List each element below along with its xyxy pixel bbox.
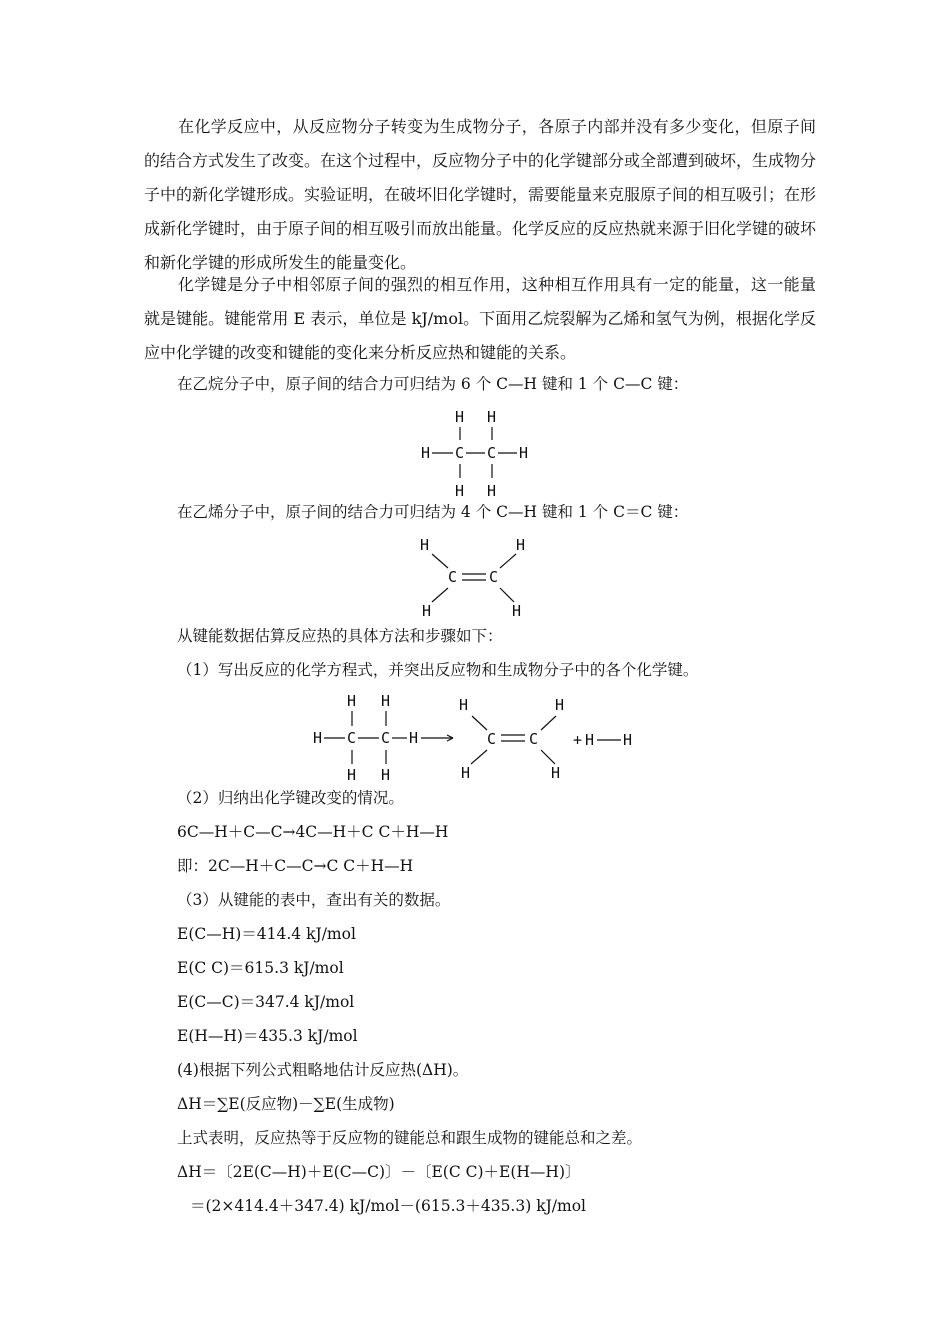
ethylene-intro: 在乙烯分子中，原子间的结合力可归结为 4 个 C—H 键和 1 个 C＝C 键： bbox=[177, 503, 689, 521]
reactant-h-right: H bbox=[409, 729, 419, 747]
ethylene-bond-top-right bbox=[500, 554, 516, 568]
hydrogen-h-right: H bbox=[623, 731, 633, 749]
product-h-bottom-left: H bbox=[461, 764, 471, 782]
ethane-h-right: H bbox=[519, 444, 529, 462]
ethane-h-bottom-left: H bbox=[455, 482, 465, 500]
ethylene-h-bottom-left: H bbox=[422, 602, 432, 620]
ethane-h-top-right: H bbox=[487, 408, 497, 426]
product-bond-bottom-left bbox=[471, 750, 487, 764]
reactant-h-left: H bbox=[313, 729, 323, 747]
paragraph-reaction-heat-origin: 在化学反应中，从反应物分子转变为生成物分子，各原子内部并没有多少变化，但原子间的结合方式发生了改变。在这个过程中，反应物分子中的化学键部分或全部遭到破坏，生成物分子中的新化学键形成。实验证明，在破坏旧化学键时，需要能量来克服原子间的相互吸引；在形成新化学键时，由于原子间的相互吸引而放出能量。化学反应的反应热就来源于旧化学键的破坏和新化学键的形成所发生的能量变化。 bbox=[144, 117, 817, 272]
step-4: (4)根据下列公式粗略地估计反应热(ΔH)。 bbox=[177, 1061, 469, 1079]
formula-explanation: 上式表明，反应热等于反应物的键能总和跟生成物的键能总和之差。 bbox=[177, 1129, 643, 1147]
ethane-c-left: C bbox=[455, 444, 465, 462]
energy-c-double-c: E(C C)＝615.3 kJ/mol bbox=[177, 959, 344, 977]
product-bond-top-left bbox=[472, 716, 487, 730]
product-h-top-left: H bbox=[459, 696, 469, 714]
calculation-line-2: ＝(2×414.4＋347.4) kJ/mol－(615.3＋435.3) kJ/mol bbox=[190, 1197, 587, 1215]
ethylene-h-bottom-right: H bbox=[512, 602, 522, 620]
ethylene-bond-bottom-left bbox=[432, 588, 448, 602]
ethylene-c-left: C bbox=[448, 568, 458, 586]
ethane-h-top-left: H bbox=[455, 408, 465, 426]
ethylene-structure-diagram bbox=[410, 530, 540, 626]
energy-h-h: E(H—H)＝435.3 kJ/mol bbox=[177, 1027, 358, 1045]
hydrogen-h-left: H bbox=[585, 731, 595, 749]
plus-sign: + bbox=[573, 731, 583, 749]
method-intro: 从键能数据估算反应热的具体方法和步骤如下： bbox=[177, 627, 503, 645]
ethane-c-right: C bbox=[487, 444, 497, 462]
product-c-right: C bbox=[529, 730, 539, 748]
product-c-left: C bbox=[487, 730, 497, 748]
ethane-h-bottom-right: H bbox=[487, 482, 497, 500]
step-2: （2）归纳出化学键改变的情况。 bbox=[177, 789, 404, 807]
ethane-intro: 在乙烷分子中，原子间的结合力可归结为 6 个 C—H 键和 1 个 C—C 键： bbox=[177, 375, 689, 393]
energy-c-c: E(C—C)＝347.4 kJ/mol bbox=[177, 993, 355, 1011]
reactant-h-top-left: H bbox=[347, 692, 357, 710]
reactant-h-bottom-left: H bbox=[347, 766, 357, 784]
ethane-h-left: H bbox=[421, 444, 431, 462]
reactant-h-bottom-right: H bbox=[381, 766, 391, 784]
product-h-top-right: H bbox=[555, 696, 565, 714]
reaction-heat-formula: ΔH＝∑E(反应物)－∑E(生成物) bbox=[177, 1095, 395, 1113]
ethylene-bond-bottom-right bbox=[500, 588, 514, 602]
reactant-c-left: C bbox=[347, 729, 357, 747]
product-h-bottom-right: H bbox=[551, 764, 561, 782]
calculation-line-1: ΔH＝〔2E(C—H)＋E(C—C)〕－〔E(C C)＋E(H—H)〕 bbox=[177, 1163, 581, 1181]
ethane-structure-diagram bbox=[405, 400, 545, 504]
ethylene-c-right: C bbox=[489, 568, 499, 586]
ethylene-h-top-right: H bbox=[516, 536, 526, 554]
product-bond-bottom-right bbox=[541, 750, 555, 764]
step-3: （3）从键能的表中，查出有关的数据。 bbox=[177, 891, 451, 909]
bond-change-equation: 6C—H＋C—C→4C—H＋C C＋H—H bbox=[177, 823, 449, 841]
paragraph-bond-energy-definition: 化学键是分子中相邻原子间的强烈的相互作用，这种相互作用具有一定的能量，这一能量就是键能。键能常用 E 表示，单位是 kJ/mol。下面用乙烷裂解为乙烯和氢气为例，根据化学反应中化学键的改变和键能的变化来分析反应热和键能的关系。 bbox=[144, 275, 816, 362]
step-1: （1）写出反应的化学方程式，并突出反应物和生成物分子中的各个化学键。 bbox=[177, 661, 699, 679]
reaction-equation-diagram bbox=[305, 686, 650, 788]
ethylene-h-top-left: H bbox=[420, 536, 430, 554]
ethylene-bond-top-left bbox=[432, 554, 448, 568]
energy-c-h: E(C—H)＝414.4 kJ/mol bbox=[177, 925, 356, 943]
product-bond-top-right bbox=[541, 716, 556, 730]
reactant-c-right: C bbox=[381, 729, 391, 747]
bond-change-simplified: 即：2C—H＋C—C→C C＋H—H bbox=[177, 857, 414, 875]
reactant-h-top-right: H bbox=[381, 692, 391, 710]
